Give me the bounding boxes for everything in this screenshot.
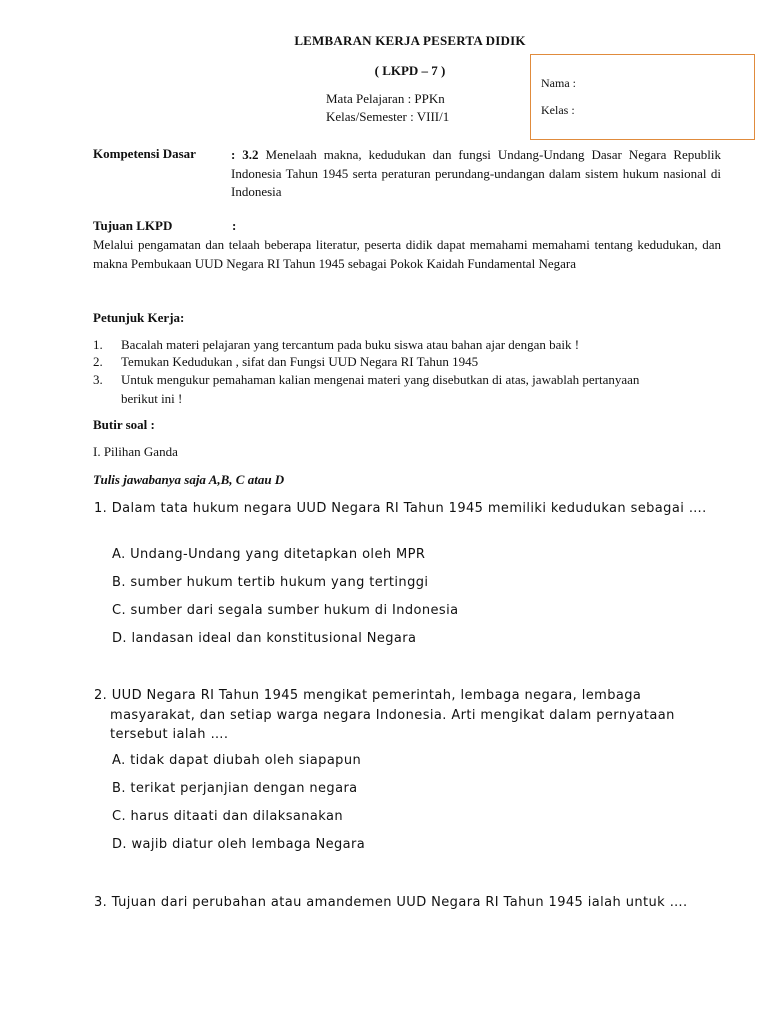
- tujuan-text: Melalui pengamatan dan telaah beberapa literatur, peserta didik dapat memahami memahami tentang kedudukan, dan makna Pembukaan UUD Negara RI Tahun 1945 sebagai Pokok Kaidah Fundamental Negara: [93, 237, 721, 271]
- instruction-number: 3.: [93, 372, 103, 387]
- subject-line: Mata Pelajaran : PPKn: [326, 91, 445, 106]
- name-label: Nama :: [541, 76, 576, 90]
- question-2-option-d: D. wajib diatur oleh lembaga Negara: [112, 837, 366, 852]
- question-1-option-d: D. landasan ideal dan konstitusional Negara: [112, 631, 417, 646]
- document-title: LEMBARAN KERJA PESERTA DIDIK: [294, 33, 526, 48]
- instruction-item: [93, 353, 693, 372]
- question-2-option-c: C. harus ditaati dan dilaksanakan: [112, 809, 343, 824]
- instruction-text: Temukan Kedudukan , sifat dan Fungsi UUD Negara RI Tahun 1945: [121, 354, 479, 369]
- question-2-text: 2. UUD Negara RI Tahun 1945 mengikat pemerintah, lembaga negara, lembaga masyarakat, dan setiap warga negara Indonesia. Arti mengikat dalam pernyataan tersebut ialah ….: [94, 688, 675, 742]
- instruction-number: 1.: [93, 337, 103, 352]
- tujuan-label: Tujuan LKPD: [93, 218, 173, 233]
- question-1-text: 1. Dalam tata hukum negara UUD Negara RI Tahun 1945 memiliki kedudukan sebagai ….: [94, 501, 707, 516]
- petunjuk-label: Petunjuk Kerja:: [93, 310, 185, 325]
- instruction-number: 2.: [93, 354, 103, 369]
- question-2-option-a: A. tidak dapat diubah oleh siapapun: [112, 753, 362, 768]
- instruction-text: Bacalah materi pelajaran yang tercantum pada buku siswa atau bahan ajar dengan baik !: [121, 337, 580, 352]
- answer-instruction: Tulis jawabanya saja A,B, C atau D: [93, 472, 285, 487]
- question-2-option-b: B. terikat perjanjian dengan negara: [112, 781, 358, 796]
- kd-description: Menelaah makna, kedudukan dan fungsi Undang-Undang Dasar Negara Republik Indonesia Tahun 1945 serta peraturan perundang-undangan dalam sistem hukum nasional di Indonesia: [231, 147, 721, 199]
- instruction-text: Untuk mengukur pemahaman kalian mengenai materi yang disebutkan di atas, jawablah pertanyaan berikut ini !: [121, 372, 640, 406]
- kd-text: [231, 146, 721, 202]
- question-1-option-a: A. Undang-Undang yang ditetapkan oleh MPR: [112, 547, 426, 562]
- tujuan-colon: :: [232, 218, 237, 233]
- question-3-text: 3. Tujuan dari perubahan atau amandemen UUD Negara RI Tahun 1945 ialah untuk ….: [94, 895, 688, 910]
- class-label: Kelas :: [541, 103, 575, 117]
- instruction-item: [93, 371, 693, 409]
- question-1-option-c: C. sumber dari segala sumber hukum di Indonesia: [112, 603, 459, 618]
- document-subtitle: ( LKPD – 7 ): [374, 63, 446, 78]
- question-1-option-b: B. sumber hukum tertib hukum yang tertinggi: [112, 575, 429, 590]
- section-title: I. Pilihan Ganda: [93, 444, 178, 459]
- butir-soal-label: Butir soal :: [93, 417, 155, 432]
- kd-label: Kompetensi Dasar: [93, 146, 196, 161]
- student-info-box: [530, 54, 755, 140]
- class-semester-line: Kelas/Semester : VIII/1: [326, 109, 450, 124]
- kd-number: : 3.2: [231, 147, 259, 162]
